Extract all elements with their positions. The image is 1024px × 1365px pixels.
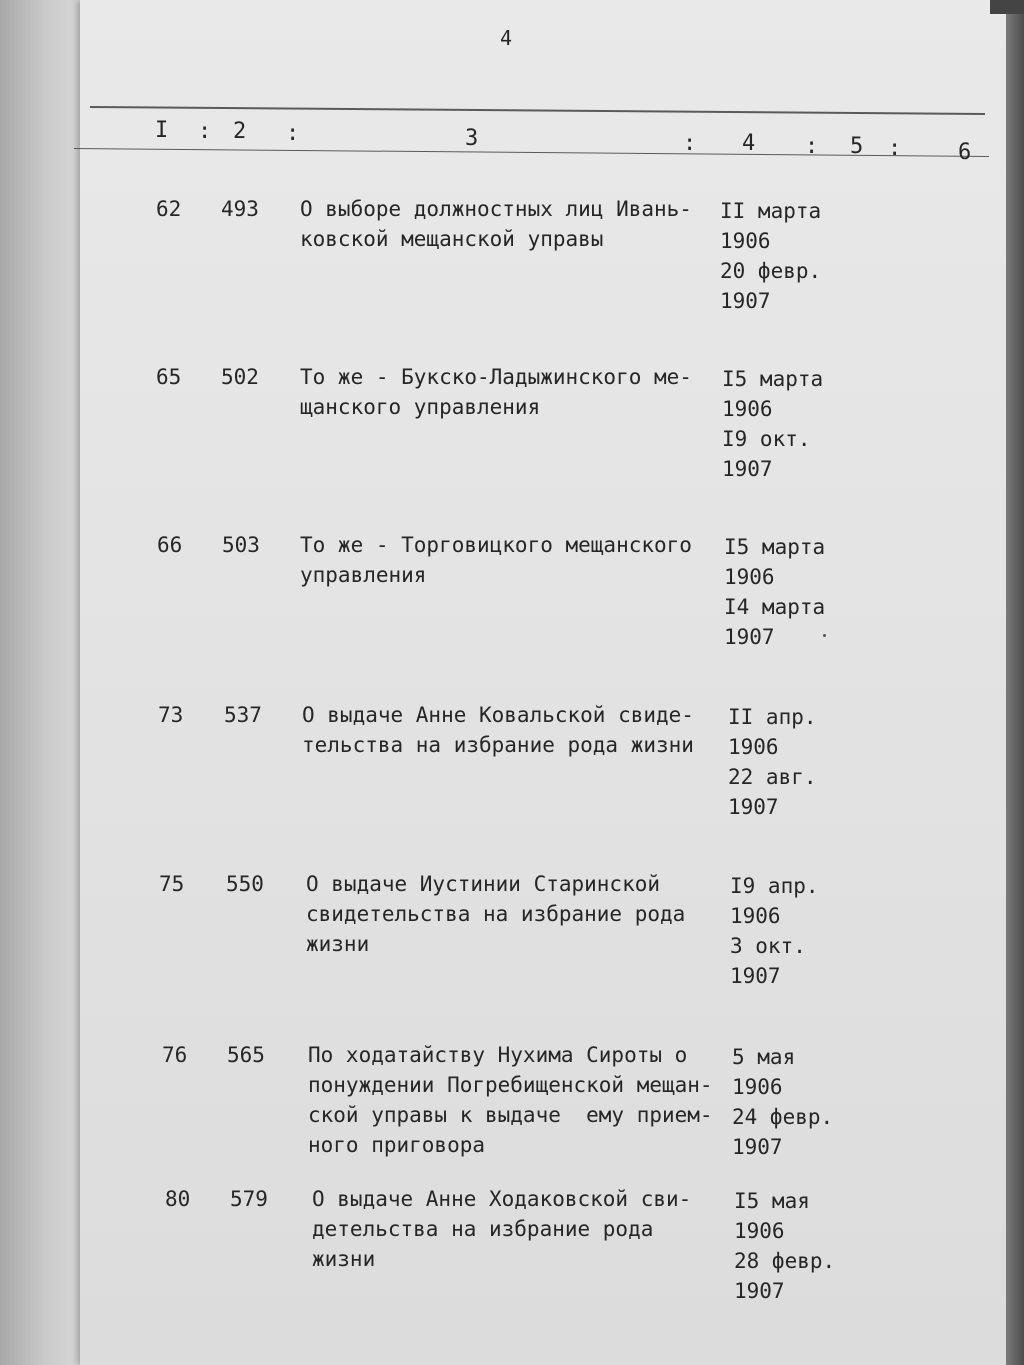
- row-title-line: О выборе должностных лиц Ивань-: [300, 197, 692, 221]
- column-separator: :: [198, 119, 212, 144]
- row-title-line: детельства на избрание рода: [312, 1217, 654, 1241]
- row-title-line: О выдаче Анне Ковальской свиде-: [302, 703, 694, 727]
- row-item-number: 73: [158, 703, 184, 727]
- row-date-line: 22 авг.: [728, 765, 817, 789]
- row-date-line: 1907: [720, 289, 771, 313]
- column-header-4: 4: [742, 131, 756, 156]
- row-date-line: 1906: [722, 397, 773, 421]
- row-date-line: 5 мая: [732, 1045, 796, 1069]
- row-file-number: 537: [224, 703, 262, 727]
- row-title-line: управления: [300, 563, 427, 587]
- page-number: 4: [500, 26, 513, 50]
- row-title-line: понуждении Погребищенской мещан-: [308, 1073, 713, 1097]
- row-title-line: щанского управления: [300, 395, 541, 419]
- row-title-line: О выдаче Анне Ходаковской сви-: [312, 1187, 692, 1211]
- row-title-line: То же - Букско-Ладыжинского ме-: [300, 365, 692, 389]
- row-title-line: ской управы к выдаче ему прием-: [308, 1103, 713, 1127]
- row-item-number: 76: [162, 1043, 188, 1067]
- column-separator: :: [683, 131, 697, 156]
- row-item-number: 62: [156, 197, 182, 221]
- row-title-line: По ходатайству Нухима Сироты о: [308, 1043, 688, 1067]
- row-date-line: I4 марта: [724, 595, 826, 619]
- row-date-line: 1906: [720, 229, 771, 253]
- row-title-line: О выдаче Иустинии Старинской: [306, 872, 661, 896]
- row-date-line: I5 марта: [724, 535, 826, 559]
- row-item-number: 75: [159, 872, 185, 896]
- column-separator: :: [888, 136, 902, 161]
- row-title-line: свидетельства на избрание рода: [306, 902, 686, 926]
- row-date-line: II марта: [720, 199, 822, 223]
- column-separator: :: [805, 134, 819, 159]
- row-title-line: ного приговора: [308, 1133, 486, 1157]
- row-date-line: I5 марта: [722, 367, 824, 391]
- row-item-number: 66: [157, 533, 183, 557]
- row-date-line: II апр.: [728, 705, 817, 729]
- row-date-line: 20 февр.: [720, 259, 822, 283]
- column-header-2: 2: [233, 119, 247, 144]
- row-date-line: 1907: [730, 964, 781, 988]
- page-corner: [990, 0, 1024, 14]
- row-file-number: 502: [221, 365, 259, 389]
- row-date-line: 1907: [734, 1279, 785, 1303]
- row-date-line: 1906: [732, 1075, 783, 1099]
- column-separator: :: [286, 121, 300, 146]
- column-header-1: I: [155, 118, 169, 143]
- row-date-line: 1906: [728, 735, 779, 759]
- row-item-number: 80: [165, 1187, 191, 1211]
- row-date-line: 24 февр.: [732, 1105, 834, 1129]
- page-edge-shadow: [1006, 0, 1024, 1365]
- row-date-line: 1906: [734, 1219, 785, 1243]
- adjacent-page-strip: [0, 0, 80, 1365]
- row-file-number: 579: [230, 1187, 268, 1211]
- row-file-number: 493: [221, 197, 259, 221]
- row-date-line: I5 мая: [734, 1189, 810, 1213]
- column-header-5: 5: [850, 134, 864, 159]
- row-title-line: То же - Торговицкого мещанского: [300, 533, 692, 557]
- row-file-number: 503: [222, 533, 260, 557]
- row-date-line: 1907: [724, 625, 775, 649]
- ink-speck: [823, 634, 826, 637]
- row-file-number: 550: [226, 872, 264, 896]
- row-date-line: 1906: [730, 904, 781, 928]
- row-file-number: 565: [227, 1043, 265, 1067]
- row-item-number: 65: [156, 365, 182, 389]
- row-date-line: I9 апр.: [730, 874, 819, 898]
- row-date-line: I9 окт.: [722, 427, 811, 451]
- row-date-line: 1907: [722, 457, 773, 481]
- row-title-line: тельства на избрание рода жизни: [302, 733, 694, 757]
- row-date-line: 1907: [732, 1135, 783, 1159]
- row-title-line: жизни: [312, 1247, 376, 1271]
- column-header-6: 6: [958, 140, 972, 165]
- row-date-line: 1907: [728, 795, 779, 819]
- row-title-line: жизни: [306, 932, 370, 956]
- column-header-3: 3: [465, 126, 479, 151]
- row-date-line: 1906: [724, 565, 775, 589]
- row-title-line: ковской мещанской управы: [300, 227, 604, 251]
- row-date-line: 3 окт.: [730, 934, 806, 958]
- row-date-line: 28 февр.: [734, 1249, 836, 1273]
